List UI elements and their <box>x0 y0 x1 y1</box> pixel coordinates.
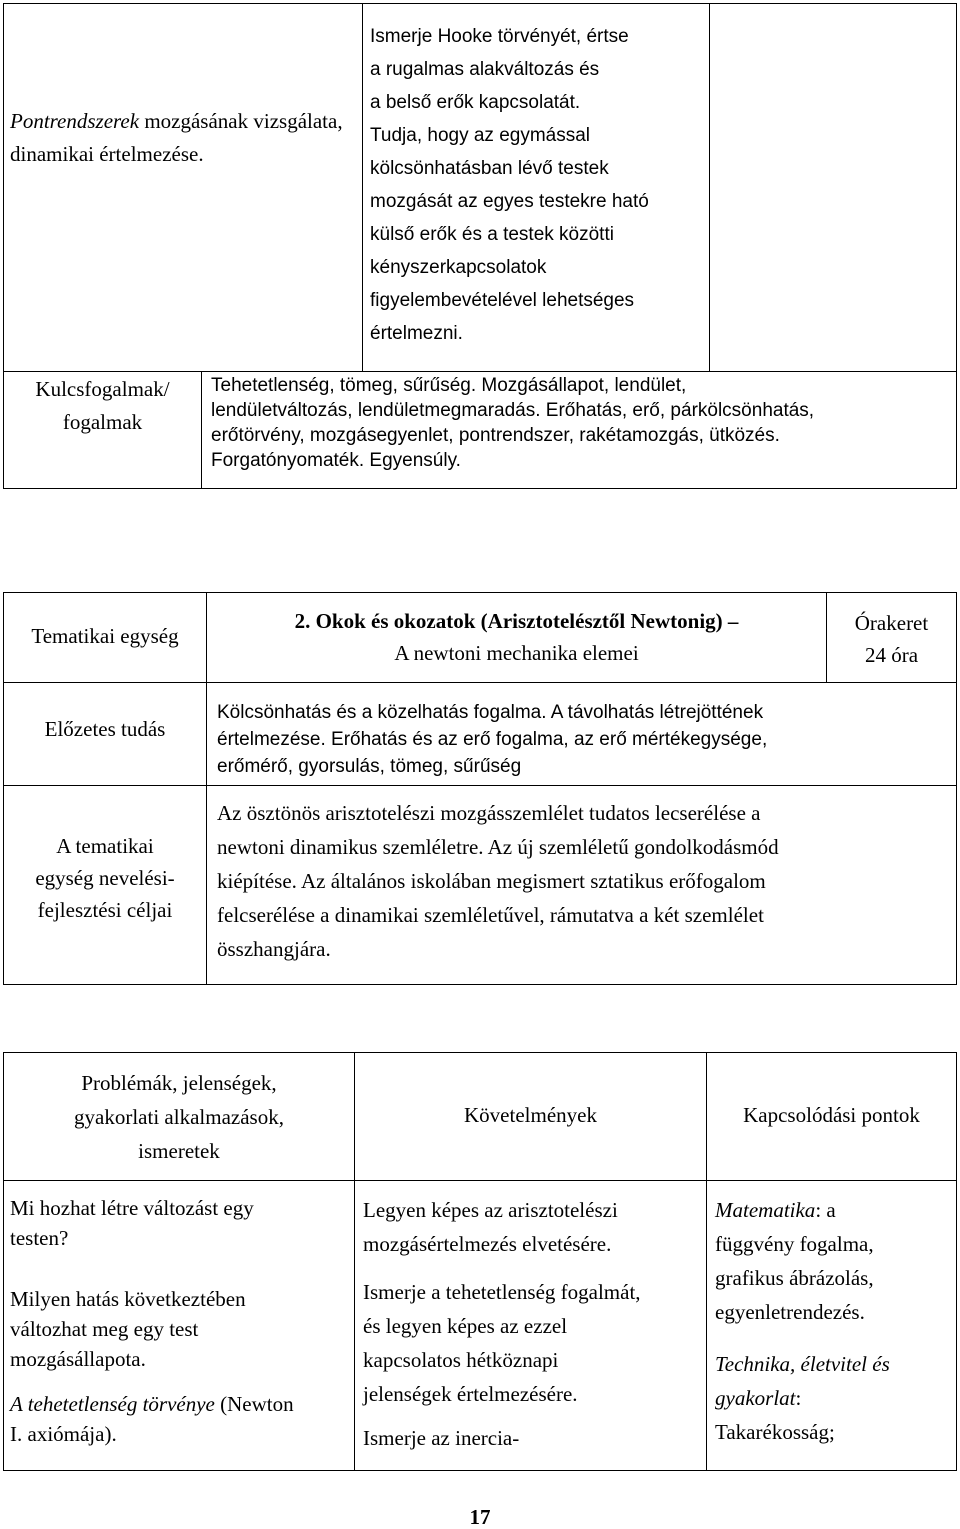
requirements-text <box>370 20 705 350</box>
problem-q2: Milyen hatás következtében változhat meg egy test mozgásállapota. <box>10 1287 246 1371</box>
unit-title-line1: 2. Okok és okozatok (Arisztotelésztől Newtonig) – <box>294 609 739 633</box>
unit-title-line2: A newtoni mechanika elemei <box>394 641 639 665</box>
column-header-problems: Problémák, jelenségek, gyakorlati alkalmazások, ismeretek <box>74 1071 284 1163</box>
unit-label: Tematikai egység <box>31 624 179 648</box>
req-line: kényszerkapcsolatok <box>370 257 547 278</box>
req-line: figyelembevételével lehetséges <box>370 290 635 311</box>
topic-title-italic: Pontrendszerek <box>10 109 140 133</box>
topic-title-rest: mozgásának vizsgálata, dinamikai értelmezése. <box>10 109 343 166</box>
connection-math: Matematika: a függvény fogalma, grafikus ábrázolás, egyenletrendezés. <box>715 1198 874 1324</box>
problem-q1: Mi hozhat létre változást egy testen? <box>10 1196 254 1250</box>
goals-label: A tematikai egység nevelési- fejlesztési céljai <box>35 834 175 922</box>
hours-label: Órakeret <box>854 611 929 635</box>
column-header-requirements: Követelmények <box>464 1103 597 1127</box>
key-concepts-label: Kulcsfogalmak/ fogalmak <box>35 377 170 434</box>
req-line: Ismerje Hooke törvényét, értse <box>370 26 629 47</box>
topic-title <box>10 105 350 171</box>
prior-knowledge-text: Kölcsönhatás és a közelhatás fogalma. A távolhatás létrejöttének értelmezése. Erőhatás és az erő fogalma, az erő mértékegysége, erőmérő, gyorsulás, tömeg, sűrűség <box>217 702 768 777</box>
hours-value: 24 óra <box>864 643 919 667</box>
requirements-cell <box>363 1193 703 1455</box>
requirement-3: Ismerje az inercia- <box>363 1426 520 1450</box>
key-concepts-text: Tehetetlenség, tömeg, sűrűség. Mozgásállapot, lendület, lendületváltozás, lendületmegmaradás. Erőhatás, erő, párkölcsönhatás, erőtörvény, mozgásegyenlet, pontrendszer, rakétamozgás, ütközés. Forgatónyomaték. Egyensúly. <box>211 375 815 471</box>
req-line: értelmezni. <box>370 323 463 344</box>
goals-text: Az ösztönös arisztotelészi mozgásszemlélet tudatos lecserélése a newtoni dinamikus szemléletre. Az új szemléletű gondolkodásmód kiépítése. Az általános iskolában megismert sztatikus erőfogalom felcserélése a dinamikai szemléletűvel, rámutatva a két szemlélet összhangjára. <box>217 801 779 961</box>
column-header-connections: Kapcsolódási pontok <box>743 1103 920 1127</box>
req-line: külső erők és a testek közötti <box>370 224 614 245</box>
page-number: 17 <box>469 1505 491 1529</box>
prior-knowledge-label: Előzetes tudás <box>44 717 166 741</box>
unit-title <box>207 605 826 669</box>
req-line: mozgását az egyes testekre ható <box>370 191 649 212</box>
hours <box>827 607 956 671</box>
connections-cell <box>715 1193 953 1449</box>
problem-law: A tehetetlenség törvénye (Newton I. axiómája). <box>10 1392 294 1446</box>
req-line: a belső erők kapcsolatát. <box>370 92 581 113</box>
requirement-1: Legyen képes az arisztotelészi mozgásértelmezés elvetésére. <box>363 1198 618 1256</box>
req-line: Tudja, hogy az egymással <box>370 125 591 146</box>
req-line: kölcsönhatásban lévő testek <box>370 158 609 179</box>
problems-cell <box>10 1193 350 1449</box>
requirement-2: Ismerje a tehetetlenség fogalmát, és legyen képes az ezzel kapcsolatos hétköznapi jelenségek értelmezésére. <box>363 1280 641 1406</box>
req-line: a rugalmas alakváltozás és <box>370 59 600 80</box>
connection-tech: Technika, életvitel és gyakorlat: Takarékosság; <box>715 1352 890 1444</box>
